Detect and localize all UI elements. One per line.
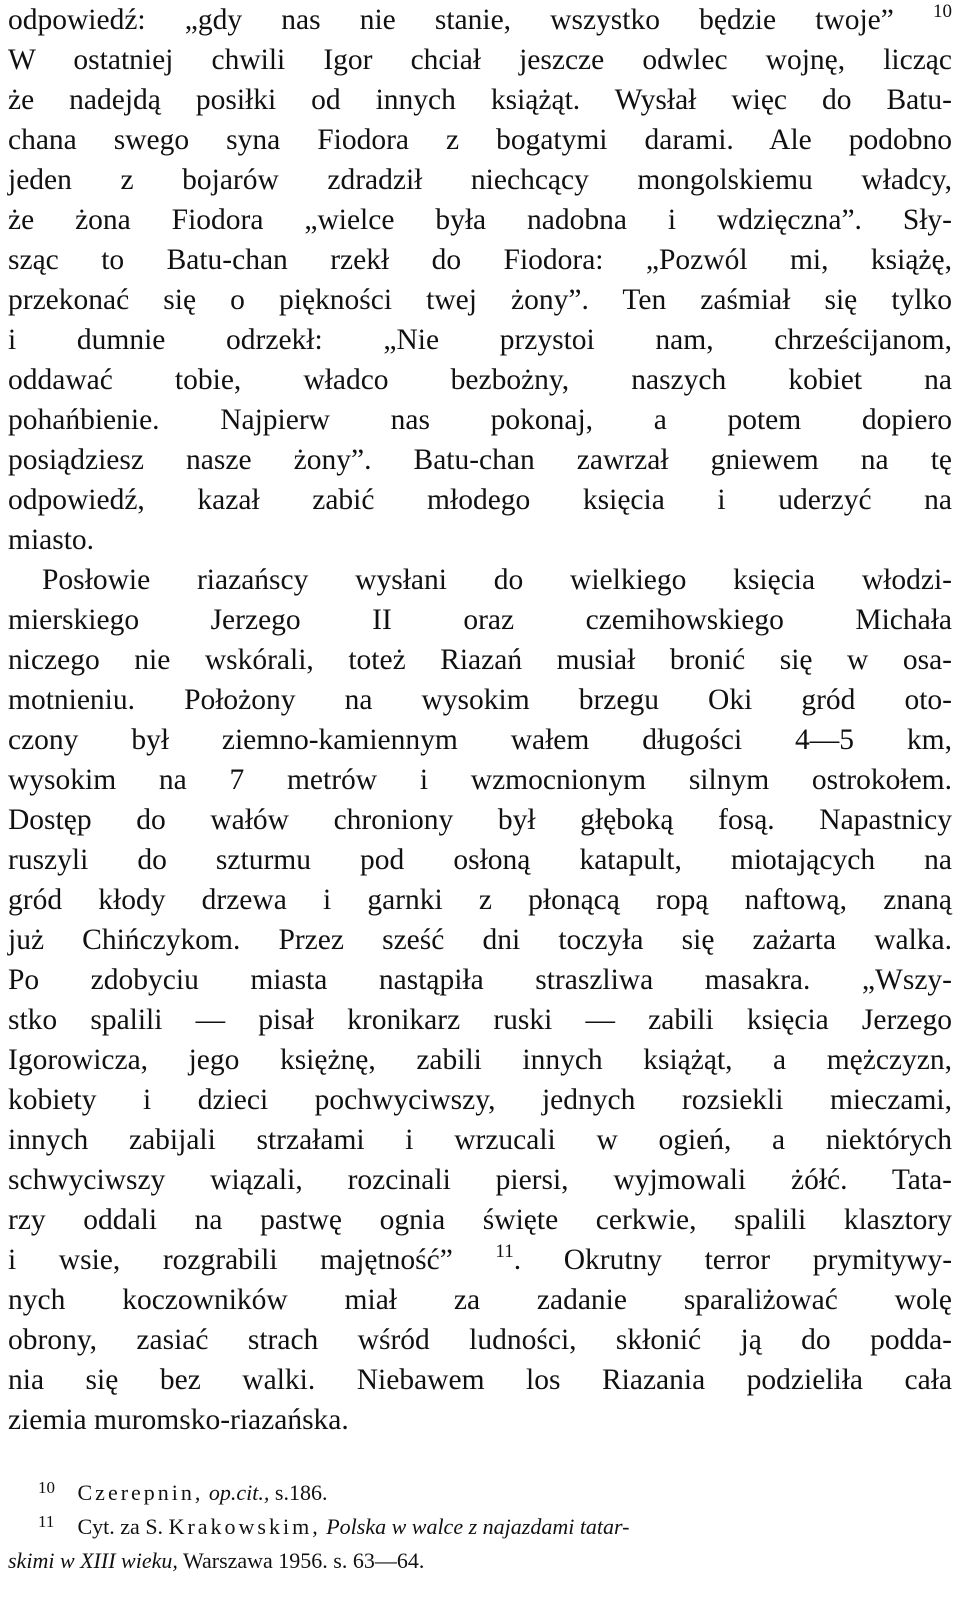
text-line: że żona Fiodora „wielce była nadobna i wdzięczna”. Sły- xyxy=(8,204,952,236)
text-line: Igorowicza, jego księżnę, zabili innych książąt, a mężczyzn, xyxy=(8,1044,952,1076)
text-line: chana swego syna Fiodora z bogatymi darami. Ale podobno xyxy=(8,124,952,156)
text-line: ruszyli do szturmu pod osłoną katapult, miotających na xyxy=(8,844,952,876)
text-line: nia się bez walki. Niebawem los Riazania podzieliła cała xyxy=(8,1364,952,1396)
text-line: Po zdobyciu miasta nastąpiła straszliwa masakra. „Wszy- xyxy=(8,964,952,996)
text-line: miasto. xyxy=(8,524,95,556)
text-line: gród kłody drzewa i garnki z płonącą ropą naftową, znaną xyxy=(8,884,952,916)
text-line: że nadejdą posiłki od innych książąt. Wysłał więc do Batu- xyxy=(8,84,952,116)
footnote-ref-10[interactable]: 10 xyxy=(933,1,952,22)
text-line: i dumnie odrzekł: „Nie przystoi nam, chrześcijanom, xyxy=(8,324,952,356)
footnote-work: Polska w walce z najazdami tatar- xyxy=(326,1514,630,1539)
text-line: niczego nie wskórali, toteż Riazań musiał bronić się w osa- xyxy=(8,644,952,676)
text-line: czony był ziemno-kamiennym wałem długości 4—5 km, xyxy=(8,724,952,756)
footnote-11 xyxy=(8,1510,952,1544)
footnote-work: op.cit., xyxy=(208,1480,270,1505)
text-line: przekonać się o piękności twej żony”. Ten zaśmiał się tylko xyxy=(8,284,952,316)
text-line: mierskiego Jerzego II oraz czemihowskiego Michała xyxy=(8,604,952,636)
text-line: jeden z bojarów zdradził niechcący mongolskiemu władcy, xyxy=(8,164,952,196)
text-line: posiądziesz nasze żony”. Batu-chan zawrzał gniewem na tę xyxy=(8,444,952,476)
text-line: motnieniu. Położony na wysokim brzegu Oki gród oto- xyxy=(8,684,952,716)
footnote-pre: Cyt. za S. xyxy=(77,1514,164,1539)
text-line: sząc to Batu-chan rzekł do Fiodora: „Pozwól mi, książę, xyxy=(8,244,952,276)
main-text xyxy=(8,0,952,1440)
footnote-ref-11[interactable]: 11 xyxy=(495,1241,514,1262)
text-line: i wsie, rozgrabili majętność” $^{11}$. Okrutny terror prymitywy- xyxy=(8,1241,953,1276)
footnotes xyxy=(8,1476,952,1578)
footnote-number: 10 xyxy=(38,1478,55,1497)
text-line: nych koczowników miał za zadanie sparaliżować wolę xyxy=(8,1284,952,1316)
footnote-number: 11 xyxy=(38,1512,55,1531)
text-line: wysokim na 7 metrów i wzmocnionym silnym ostrokołem. xyxy=(8,764,952,796)
text-line: Dostęp do wałów chroniony był głęboką fosą. Napastnicy xyxy=(8,804,952,836)
footnote-author: Krakowskim, xyxy=(168,1514,321,1539)
text-line: pohańbienie. Najpierw nas pokonaj, a potem dopiero xyxy=(8,404,952,436)
text-line: obrony, zasiać strach wśród ludności, skłonić ją do podda- xyxy=(8,1324,952,1356)
text-line: oddawać tobie, władco bezbożny, naszych kobiet na xyxy=(8,364,952,396)
text-line: W ostatniej chwili Igor chciał jeszcze odwlec wojnę, licząc xyxy=(8,44,952,76)
footnote-author: Czerepnin, xyxy=(77,1480,204,1505)
footnote-10 xyxy=(8,1476,952,1510)
text-line: odpowiedź, kazał zabić młodego księcia i uderzyć na xyxy=(8,484,952,516)
text-line: już Chińczykom. Przez sześć dni toczyła się zażarta walka. xyxy=(8,924,952,956)
text-line: Posłowie riazańscy wysłani do wielkiego księcia włodzi- xyxy=(42,564,952,596)
footnote-11-cont xyxy=(8,1544,952,1578)
text-line: innych zabijali strzałami i wrzucali w ogień, a niektórych xyxy=(8,1124,952,1156)
text-line: ziemia muromsko-riazańska. xyxy=(8,1404,349,1436)
footnote-work: skimi w XIII wieku, xyxy=(8,1548,178,1573)
text-line: schwyciwszy wiązali, rozcinali piersi, wyjmowali żółć. Tata- xyxy=(8,1164,952,1196)
text-line: stko spalili — pisał kronikarz ruski — zabili księcia Jerzego xyxy=(8,1004,952,1036)
footnote-rest: s.186. xyxy=(274,1480,328,1505)
footnote-rest: Warszawa 1956. s. 63—64. xyxy=(182,1548,425,1573)
text-line: odpowiedź: „gdy nas nie stanie, wszystko będzie twoje” $^{10}$ xyxy=(8,1,952,36)
text-line: rzy oddali na pastwę ognia święte cerkwie, spalili klasztory xyxy=(8,1204,952,1236)
text-line: kobiety i dzieci pochwyciwszy, jednych rozsiekli mieczami, xyxy=(8,1084,952,1116)
